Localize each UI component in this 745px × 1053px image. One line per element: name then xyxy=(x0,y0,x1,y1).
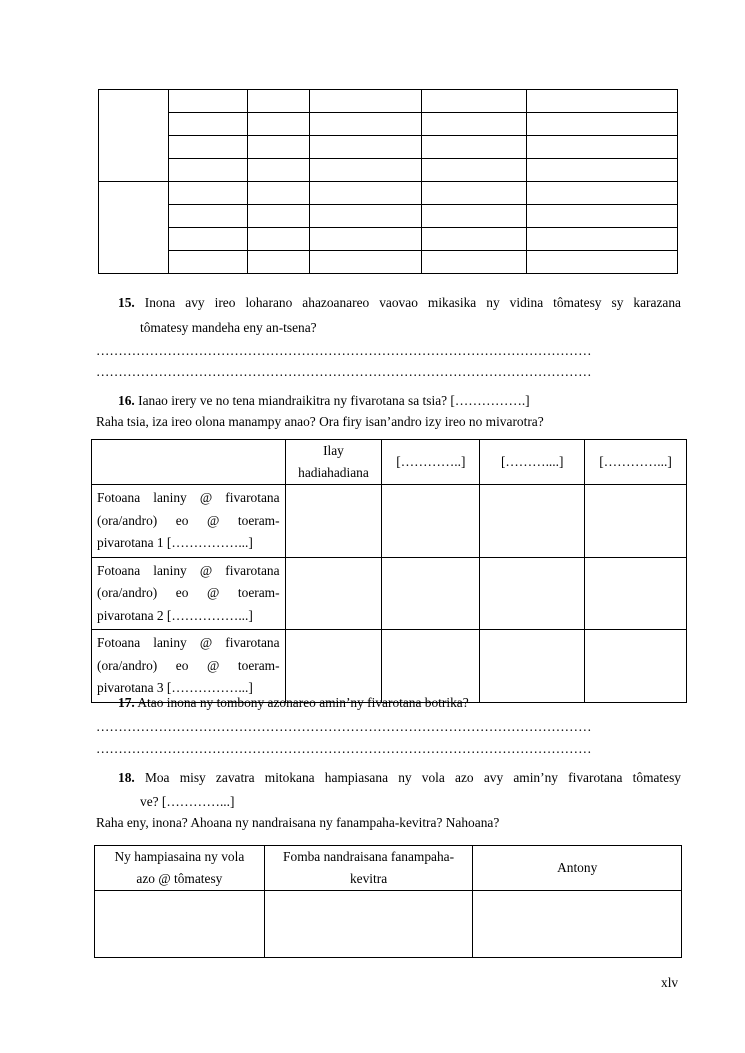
question-17 xyxy=(118,690,469,715)
input-cell[interactable] xyxy=(585,557,687,630)
question-text: Atao inona ny tombony azonareo amin’ny fivarotana botrika? xyxy=(137,695,469,710)
header-cell: Ny hampiasaina ny vola azo @ tômatesy xyxy=(95,846,265,891)
input-cell[interactable] xyxy=(285,557,382,630)
table-row xyxy=(99,182,678,205)
table-row xyxy=(95,891,682,958)
question-number: 17. xyxy=(118,695,135,710)
header-cell: Fomba nandraisana fanampaha- kevitra xyxy=(264,846,473,891)
header-cell: […………...] xyxy=(585,440,687,485)
header-cell: […………..] xyxy=(382,440,480,485)
answer-line: ………………………………………………………………………………………………… xyxy=(96,364,592,379)
input-cell[interactable] xyxy=(264,891,473,958)
input-cell[interactable] xyxy=(473,891,682,958)
table-row xyxy=(99,136,678,159)
header-cell: [………....] xyxy=(480,440,585,485)
question-15-cont: tômatesy mandeha eny an-tsena? xyxy=(140,320,317,335)
question-number: 15. xyxy=(118,295,135,310)
question-number: 16. xyxy=(118,393,135,408)
table-row xyxy=(99,159,678,182)
row-label: Fotoana laniny @ fivarotana (ora/andro) eo @ toeram- pivarotana 1 [……………...] xyxy=(92,485,286,558)
answer-line: ………………………………………………………………………………………………… xyxy=(96,343,592,358)
input-cell[interactable] xyxy=(95,891,265,958)
question-text: Inona avy ireo loharano ahazoanareo vaovao mikasika ny vidina tômatesy sy karazana xyxy=(144,295,681,310)
question-18-followup: Raha eny, inona? Ahoana ny nandraisana ny fanampaha-kevitra? Nahoana? xyxy=(96,815,500,830)
question-text: Ianao irery ve no tena miandraikitra ny fivarotana sa tsia? […………….] xyxy=(138,393,530,408)
row-label: Fotoana laniny @ fivarotana (ora/andro) eo @ toeram- pivarotana 2 [……………...] xyxy=(92,557,286,630)
input-cell[interactable] xyxy=(480,485,585,558)
question-18-cont: ve? […………...] xyxy=(140,794,235,809)
input-cell[interactable] xyxy=(382,485,480,558)
table-row xyxy=(99,205,678,228)
header-cell: Antony xyxy=(473,846,682,891)
table-header-row xyxy=(95,846,682,891)
row-label: Fotoana laniny @ fivarotana (ora/andro) eo @ toeram- pivarotana 3 [……………...] xyxy=(92,630,286,703)
table-row xyxy=(99,90,678,113)
time-spent-table xyxy=(91,439,687,703)
page-number: xlv xyxy=(661,975,679,990)
table-row xyxy=(99,228,678,251)
question-16 xyxy=(118,388,530,413)
answer-line: ………………………………………………………………………………………………… xyxy=(96,741,592,756)
question-text: Moa misy zavatra mitokana hampiasana ny vola azo avy amin’ny fivarotana tômatesy xyxy=(144,770,681,785)
question-16-followup: Raha tsia, iza ireo olona manampy anao? Ora firy isan’andro izy ireo no mivarotra? xyxy=(96,414,544,429)
blank-grid-table xyxy=(98,89,678,274)
question-number: 18. xyxy=(118,770,135,785)
table-row xyxy=(92,485,687,558)
money-use-table xyxy=(94,845,682,958)
header-cell xyxy=(92,440,286,485)
table-row xyxy=(92,557,687,630)
input-cell[interactable] xyxy=(585,485,687,558)
table-row xyxy=(99,113,678,136)
table-row xyxy=(99,251,678,274)
question-18 xyxy=(118,765,681,790)
question-15 xyxy=(118,290,681,315)
answer-line: ………………………………………………………………………………………………… xyxy=(96,719,592,734)
table-header-row xyxy=(92,440,687,485)
input-cell[interactable] xyxy=(585,630,687,703)
input-cell[interactable] xyxy=(285,485,382,558)
input-cell[interactable] xyxy=(480,630,585,703)
header-cell: Ilay hadiahadiana xyxy=(285,440,382,485)
input-cell[interactable] xyxy=(480,557,585,630)
input-cell[interactable] xyxy=(382,557,480,630)
